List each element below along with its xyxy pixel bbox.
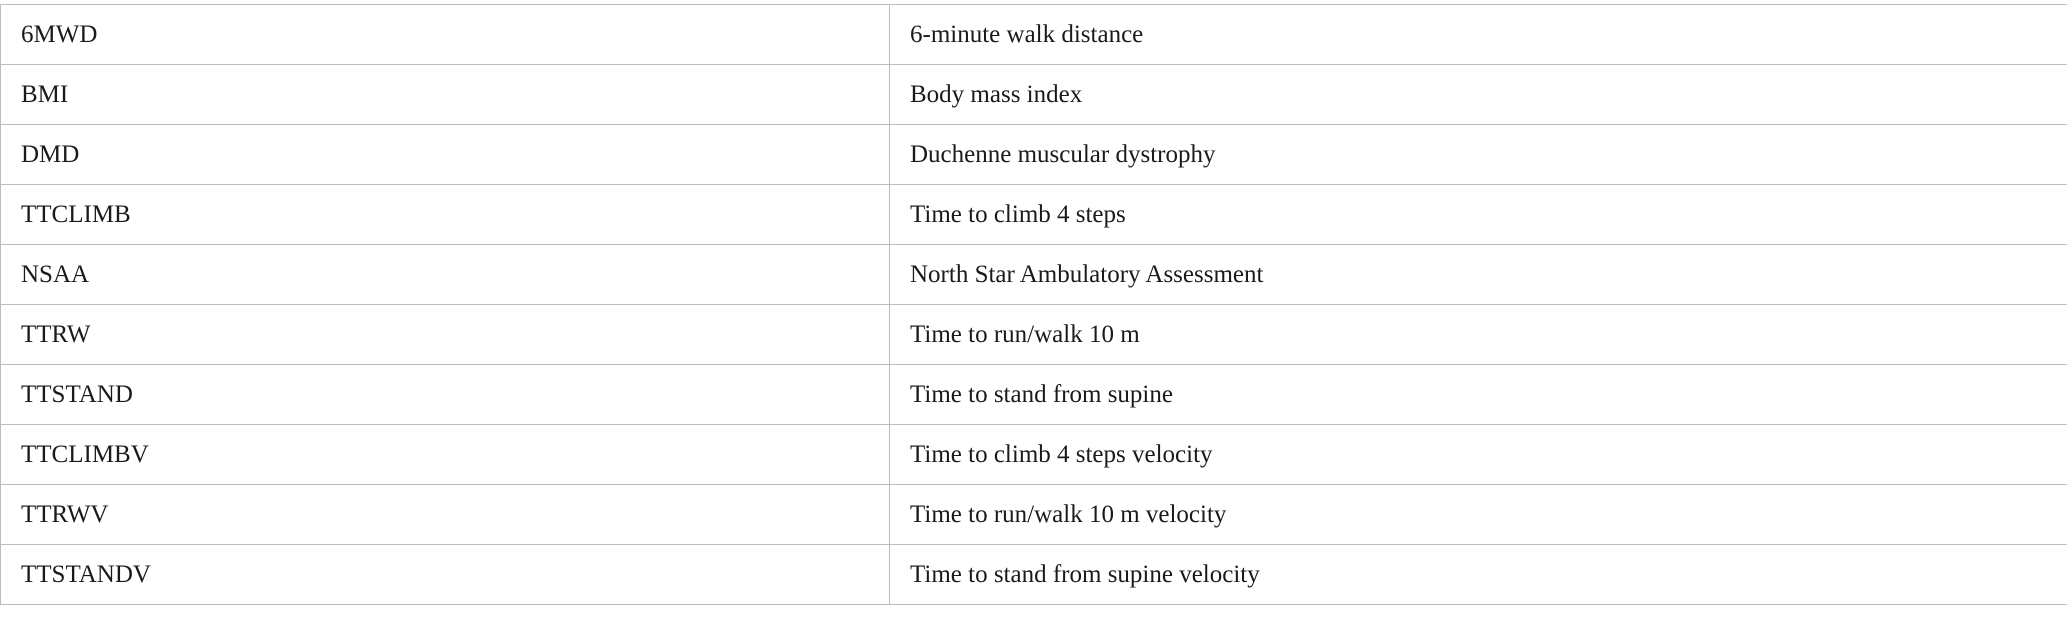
table-row (1, 545, 2067, 605)
table-row (1, 245, 2067, 305)
abbreviation-cell: TTSTANDV (1, 545, 890, 605)
table-row (1, 185, 2067, 245)
abbreviation-cell: NSAA (1, 245, 890, 305)
abbreviation-cell: TTRW (1, 305, 890, 365)
abbreviation-cell: TTCLIMBV (1, 425, 890, 485)
abbreviation-cell: 6MWD (1, 5, 890, 65)
table-row (1, 125, 2067, 185)
definition-cell: Duchenne muscular dystrophy (890, 125, 2067, 185)
definition-cell: Time to climb 4 steps (890, 185, 2067, 245)
abbreviation-cell: TTSTAND (1, 365, 890, 425)
abbreviation-cell: TTRWV (1, 485, 890, 545)
table-row (1, 305, 2067, 365)
abbreviation-cell: BMI (1, 65, 890, 125)
definition-cell: Time to climb 4 steps velocity (890, 425, 2067, 485)
definition-cell: Body mass index (890, 65, 2067, 125)
definition-cell: 6-minute walk distance (890, 5, 2067, 65)
definition-cell: North Star Ambulatory Assessment (890, 245, 2067, 305)
abbreviation-cell: DMD (1, 125, 890, 185)
definition-cell: Time to stand from supine (890, 365, 2067, 425)
abbreviations-table (0, 4, 2067, 605)
table-row (1, 65, 2067, 125)
table-row (1, 365, 2067, 425)
definition-cell: Time to run/walk 10 m (890, 305, 2067, 365)
definition-cell: Time to stand from supine velocity (890, 545, 2067, 605)
table-row (1, 425, 2067, 485)
abbreviation-cell: TTCLIMB (1, 185, 890, 245)
table-row (1, 485, 2067, 545)
table-row (1, 5, 2067, 65)
definition-cell: Time to run/walk 10 m velocity (890, 485, 2067, 545)
abbreviations-table-body (1, 5, 2067, 605)
